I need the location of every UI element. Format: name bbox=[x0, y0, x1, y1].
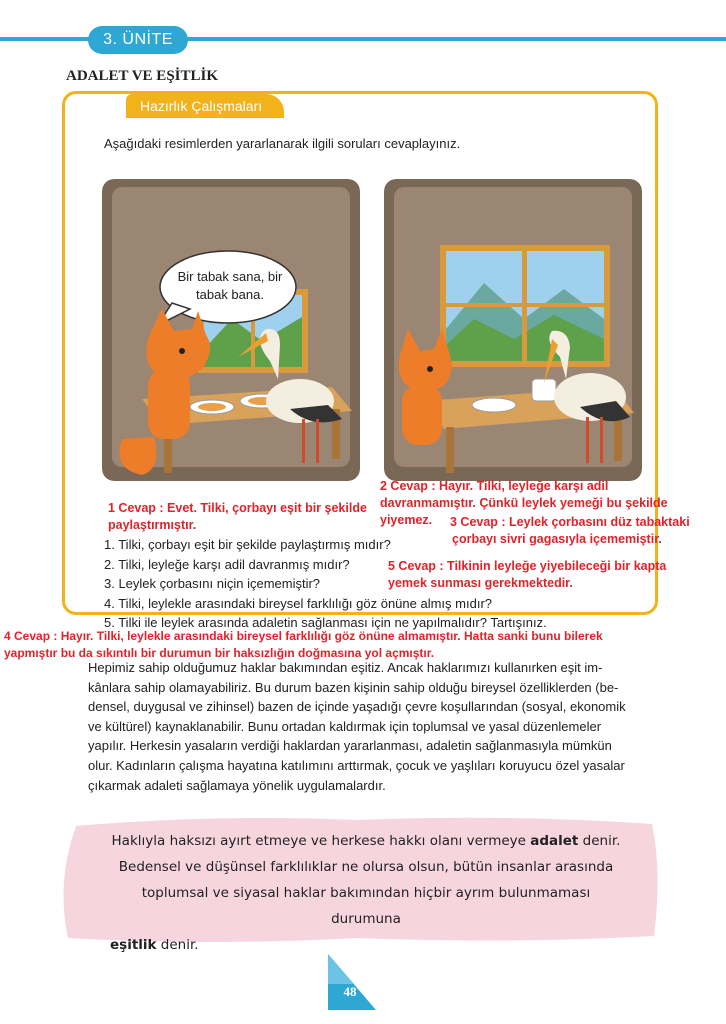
page-number-badge bbox=[324, 954, 380, 1010]
answer-3: 3 Cevap : Leylek çorbasını düz tabaktaki çorbayı sivri gagasıyla içememiştir. bbox=[450, 515, 690, 546]
fox-stork-illustration-right bbox=[384, 179, 642, 481]
question-5: 5. Tilki ile leylek arasında adaletin sağlanması için ne yapılmalıdır? Tartışınız. bbox=[104, 615, 547, 630]
answer-4: 4 Cevap : Hayır. Tilki, leylekle arasındaki bireysel farklılığı göz önüne almamıştır. Hatta sanki bunu bilerek yapmıştır bu da sıkıntılı bir durumun bir haksızlığın doğmasına yol açmıştır. bbox=[4, 629, 603, 660]
answer-1: 1 Cevap : Evet. Tilki, çorbayı eşit bir şekilde paylaştırmıştır. bbox=[108, 501, 367, 532]
fox-stork-illustration-left bbox=[102, 179, 360, 481]
question-list bbox=[104, 535, 547, 633]
body-paragraph: Hepimiz sahip olduğumuz haklar bakımından eşitiz. Ancak haklarımızı kullanırken eşit im- kânlara sahip olamayabiliriz. Bu durum bazen kişinin sahip olduğu bireysel özelliklerden (be- densel, duygusal ve zihinsel) bazen de içinde yaşadığı çevre koşullarından (sosyal, ekonomik ve kültürel) kaynaklanabilir. Bunu ortadan kaldırmak için toplumsal ve yasal düzenlemeler yapılır. Herkesin yasaların verdiği haklardan yararlanması, adaletin sağlanmasıyla mümkün olur. Kadınların çalışma hayatına katılımını arttırmak, çocuk ve yaşlıları koruyucu özel yasalar çıkarmak adaleti sağlamaya yönelik uygulamalardır. bbox=[88, 660, 626, 793]
preparation-tab: Hazırlık Çalışmaları bbox=[126, 94, 284, 118]
answer-2: 2 Cevap : Hayır. Tilki, leyleğe karşı adil davranmamıştır. Çünkü leylek yemeği bu şekilde yiyemez. bbox=[380, 479, 668, 527]
instruction-text: Aşağıdaki resimlerden yararlanarak ilgili soruları cevaplayınız. bbox=[104, 136, 461, 151]
page-number: 48 bbox=[343, 984, 357, 999]
unit-badge: 3. ÜNİTE bbox=[88, 26, 188, 54]
question-3: 3. Leylek çorbasını niçin içememiştir? bbox=[104, 576, 321, 591]
question-1: 1. Tilki, çorbayı eşit bir şekilde paylaştırmış mıdır? bbox=[104, 537, 391, 552]
term-esitlik: eşitlik bbox=[110, 937, 157, 953]
question-2: 2. Tilki, leyleğe karşı adil davranmış mıdır? bbox=[104, 556, 350, 572]
answer-5: 5 Cevap : Tilkinin leyleğe yiyebileceği bir kapta yemek sunması gerekmektedir. bbox=[388, 559, 667, 590]
speech-line-1: Bir tabak sana, bir bbox=[177, 269, 283, 284]
question-4: 4. Tilki, leylekle arasındaki bireysel farklılığı göz önüne almış mıdır? bbox=[104, 595, 493, 611]
definition-text: Haklıyla haksızı ayırt etmeye ve herkese hakkı olanı vermeye adalet denir. Bedensel ve düşünsel farklılıklar ne olursa olsun, bütün insanlar arasında toplumsal ve siyasal haklar bakımından hiçbir ayrım bulunmaması durumuna eşitlik denir. bbox=[110, 833, 621, 953]
speech-line-2: tabak bana. bbox=[196, 287, 264, 302]
term-adalet: adalet bbox=[530, 833, 579, 849]
section-title: ADALET VE EŞİTLİK bbox=[66, 68, 219, 84]
